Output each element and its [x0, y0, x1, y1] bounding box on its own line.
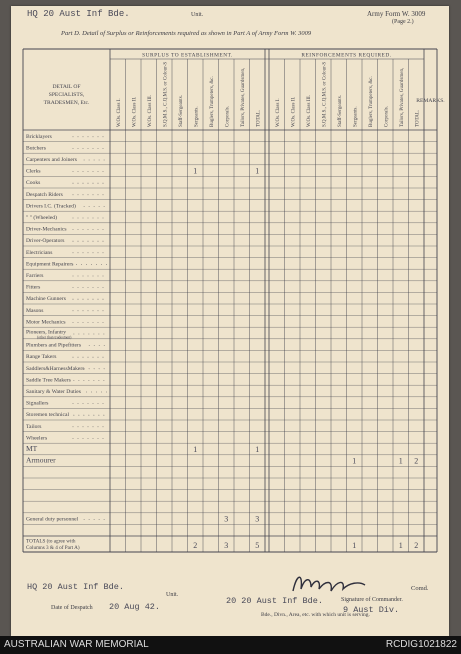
leader-dot: [99, 206, 100, 207]
leader-dot: [73, 322, 74, 323]
leader-dot: [98, 357, 99, 358]
reinforcement-column-head: TOTAL.: [415, 109, 421, 127]
leader-dot: [83, 148, 84, 149]
row-label: Pioneers, Infantry: [26, 329, 67, 336]
row-label: Electricians: [26, 249, 53, 256]
row-label: Motor Mechanics: [26, 319, 66, 326]
footer-unit-label: Unit.: [166, 592, 179, 598]
division-label: Bde., Divn., Area, etc. with which unit is serving.: [261, 612, 370, 618]
leader-dot: [93, 183, 94, 184]
leader-dot: [93, 148, 94, 149]
row-label: Sanitary & Water Duties: [26, 389, 81, 395]
leader-dot: [73, 310, 74, 311]
surplus-column-head: W.Os. Class III.: [147, 95, 153, 127]
leader-dot: [106, 392, 107, 393]
leader-dot: [73, 136, 74, 137]
leader-dot: [93, 194, 94, 195]
leader-dot: [78, 229, 79, 230]
leader-dot: [81, 264, 82, 265]
leader-dot: [103, 438, 104, 439]
leader-dot: [88, 403, 89, 404]
leader-dot: [83, 183, 84, 184]
leader-dot: [98, 241, 99, 242]
part-title: Part D. Detail of Surplus or Reinforcements required as shown in Part A of Army Form W. 3009: [61, 30, 312, 37]
leader-dot: [78, 357, 79, 358]
leader-dot: [73, 403, 74, 404]
leader-dot: [93, 252, 94, 253]
leader-dot: [98, 299, 99, 300]
leader-dot: [73, 229, 74, 230]
leader-dot: [78, 276, 79, 277]
leader-dot: [91, 392, 92, 393]
leader-dot: [99, 380, 100, 381]
remarks-header: REMARKS.: [416, 98, 445, 104]
leader-dot: [103, 276, 104, 277]
leader-dot: [103, 287, 104, 288]
leader-dot: [94, 160, 95, 161]
row-label: General duty personnel: [26, 516, 79, 523]
leader-dot: [88, 276, 89, 277]
leader-dot: [88, 241, 89, 242]
row-label: Masons: [26, 307, 44, 314]
leader-dot: [93, 229, 94, 230]
row-label: Bricklayers: [26, 133, 52, 140]
signature-label: Signature of Commander.: [341, 597, 403, 603]
row-label: Wheelers: [26, 435, 48, 442]
leader-dot: [78, 426, 79, 427]
leader-dot: [83, 357, 84, 358]
archive-id: RCDIG1021822: [385, 639, 457, 650]
leader-dot: [88, 322, 89, 323]
leader-dot: [98, 276, 99, 277]
row-label: Drivers I.C. (Tracked): [26, 203, 76, 210]
surplus-value: 1: [255, 166, 260, 176]
detail-header: SPECIALISTS,: [48, 92, 85, 98]
leader-dot: [103, 403, 104, 404]
leader-dot: [101, 264, 102, 265]
leader-dot: [78, 183, 79, 184]
leader-dot: [103, 310, 104, 311]
leader-dot: [98, 183, 99, 184]
totals-label: TOTALS (to agree with: [26, 538, 76, 545]
unit-label: Unit.: [191, 12, 204, 18]
surplus-column-head: W.Os. Class I.: [116, 98, 122, 127]
leader-dot: [73, 218, 74, 219]
leader-dot: [104, 519, 105, 520]
surplus-column-head: Sergeants.: [194, 106, 200, 127]
leader-dot: [88, 438, 89, 439]
leader-dot: [103, 229, 104, 230]
leader-dot: [104, 334, 105, 335]
leader-dot: [83, 136, 84, 137]
leader-dot: [103, 322, 104, 323]
leader-dot: [103, 171, 104, 172]
leader-dot: [83, 171, 84, 172]
surplus-column-head: W.Os. Class II.: [132, 96, 138, 127]
leader-dot: [94, 415, 95, 416]
row-label: Despatch Riders: [26, 191, 63, 198]
leader-dot: [79, 334, 80, 335]
leader-dot: [89, 380, 90, 381]
leader-dot: [98, 403, 99, 404]
leader-dot: [101, 392, 102, 393]
leader-dot: [98, 218, 99, 219]
row-label: Range Takers: [26, 354, 57, 361]
reinforcements-header: REINFORCEMENTS REQUIRED.: [301, 52, 392, 59]
row-label: Fitters: [26, 284, 41, 291]
leader-dot: [73, 183, 74, 184]
leader-dot: [93, 438, 94, 439]
leader-dot: [88, 310, 89, 311]
right-unit-typed: 20 20 Aust Inf Bde.: [226, 596, 323, 606]
leader-dot: [78, 299, 79, 300]
reinforcement-column-head: W.Os. Class II.: [291, 96, 297, 127]
leader-dot: [78, 403, 79, 404]
leader-dot: [104, 368, 105, 369]
leader-dot: [99, 160, 100, 161]
reinforcement-column-head: Tailors, Privates, Guardsmen,: [399, 67, 405, 127]
leader-dot: [84, 334, 85, 335]
leader-dot: [73, 148, 74, 149]
row-label: Storemen technical: [26, 412, 70, 419]
leader-dot: [94, 368, 95, 369]
surplus-value: 1: [255, 445, 260, 454]
leader-dot: [93, 322, 94, 323]
reinforcement-column-head: W.Os. Class III.: [306, 95, 312, 127]
leader-dot: [103, 426, 104, 427]
surplus-column-head: S.Q.M.S., C.Q.M.S. or Colour-S: [163, 61, 169, 127]
leader-dot: [88, 171, 89, 172]
leader-dot: [94, 345, 95, 346]
leader-dot: [83, 276, 84, 277]
surplus-total: 2: [193, 541, 198, 550]
leader-dot: [73, 171, 74, 172]
leader-dot: [89, 334, 90, 335]
leader-dot: [88, 148, 89, 149]
page-ref: (Page 2.): [392, 19, 414, 25]
row-label: Tailors: [26, 423, 42, 430]
leader-dot: [104, 206, 105, 207]
leader-dot: [74, 415, 75, 416]
leader-dot: [98, 229, 99, 230]
reinforcement-column-head: Sergeants.: [353, 106, 359, 127]
leader-dot: [89, 519, 90, 520]
leader-dot: [93, 426, 94, 427]
leader-dot: [78, 241, 79, 242]
leader-dot: [98, 252, 99, 253]
leader-dot: [103, 252, 104, 253]
leader-dot: [103, 241, 104, 242]
leader-dot: [73, 241, 74, 242]
leader-dot: [83, 322, 84, 323]
leader-dot: [78, 322, 79, 323]
leader-dot: [104, 415, 105, 416]
row-label: Driver-Operators: [26, 238, 65, 245]
surplus-column-head: Staff-Sergeants.: [178, 95, 184, 127]
surplus-total: 3: [224, 541, 229, 550]
leader-dot: [88, 357, 89, 358]
reinforcement-value: 2: [414, 456, 419, 466]
leader-dot: [93, 357, 94, 358]
leader-dot: [93, 276, 94, 277]
leader-dot: [98, 194, 99, 195]
commander-signature: [289, 571, 369, 597]
leader-dot: [103, 148, 104, 149]
leader-dot: [98, 310, 99, 311]
reinforcement-value: 1: [398, 456, 403, 466]
surplus-column-head: Buglers, Trumpeters, &c.: [209, 76, 215, 127]
leader-dot: [83, 252, 84, 253]
leader-dot: [104, 160, 105, 161]
row-label: Plumbers and Pipefitters: [26, 342, 81, 349]
leader-dot: [73, 194, 74, 195]
row-label: Carpenters and Joiners: [26, 157, 77, 163]
reinforcement-column-head: S.Q.M.S., C.Q.M.S. or Colour-S: [322, 61, 328, 127]
leader-dot: [93, 171, 94, 172]
leader-dot: [91, 264, 92, 265]
leader-dot: [94, 519, 95, 520]
leader-dot: [104, 345, 105, 346]
leader-dot: [93, 299, 94, 300]
leader-dot: [89, 206, 90, 207]
leader-dot: [99, 345, 100, 346]
leader-dot: [84, 415, 85, 416]
leader-dot: [94, 334, 95, 335]
surplus-value: 1: [193, 445, 198, 454]
leader-dot: [93, 136, 94, 137]
row-label: Butchers: [26, 145, 46, 152]
totals-label-cont: Columns 3 & 4 of Part A): [26, 545, 80, 551]
reinforcement-column-head: Buglers, Trumpeters, &c.: [368, 76, 374, 127]
leader-dot: [73, 426, 74, 427]
form-table: [11, 6, 449, 606]
leader-dot: [83, 310, 84, 311]
leader-dot: [84, 206, 85, 207]
leader-dot: [78, 194, 79, 195]
leader-dot: [78, 148, 79, 149]
leader-dot: [104, 380, 105, 381]
reinforcement-total: 1: [352, 541, 357, 550]
leader-dot: [73, 276, 74, 277]
leader-dot: [99, 368, 100, 369]
leader-dot: [89, 415, 90, 416]
leader-dot: [88, 136, 89, 137]
form-page: [11, 6, 449, 636]
row-label: " " (Wheeled): [26, 215, 57, 221]
surplus-total: 5: [255, 541, 260, 550]
leader-dot: [78, 171, 79, 172]
leader-dot: [93, 310, 94, 311]
leader-dot: [88, 299, 89, 300]
leader-dot: [103, 194, 104, 195]
comd-label: Comd.: [411, 585, 429, 592]
row-label: Machine Gunners: [26, 296, 66, 303]
leader-dot: [103, 136, 104, 137]
leader-dot: [83, 241, 84, 242]
row-label: Farriers: [26, 273, 44, 279]
row-label: Cooks: [26, 180, 41, 187]
leader-dot: [84, 368, 85, 369]
leader-dot: [98, 438, 99, 439]
leader-dot: [78, 438, 79, 439]
form-ref: Army Form W. 3009: [367, 10, 426, 18]
leader-dot: [89, 345, 90, 346]
leader-dot: [98, 322, 99, 323]
leader-dot: [99, 415, 100, 416]
footer-unit-typed: HQ 20 Aust Inf Bde.: [27, 582, 124, 592]
leader-dot: [86, 392, 87, 393]
leader-dot: [93, 403, 94, 404]
reinforcement-column-head: Corporals.: [384, 106, 390, 127]
leader-dot: [79, 415, 80, 416]
typed-row-label: Armourer: [26, 455, 56, 465]
reinforcement-value: 1: [352, 456, 357, 466]
leader-dot: [73, 299, 74, 300]
leader-dot: [73, 252, 74, 253]
leader-dot: [88, 426, 89, 427]
leader-dot: [93, 241, 94, 242]
archive-name: AUSTRALIAN WAR MEMORIAL: [4, 639, 149, 650]
leader-dot: [83, 403, 84, 404]
surplus-column-head: Corporals.: [225, 106, 231, 127]
leader-dot: [86, 264, 87, 265]
leader-dot: [98, 426, 99, 427]
leader-dot: [94, 206, 95, 207]
leader-dot: [103, 183, 104, 184]
leader-dot: [73, 287, 74, 288]
leader-dot: [89, 160, 90, 161]
archive-bar: [0, 636, 461, 654]
leader-dot: [88, 229, 89, 230]
detail-header: DETAIL OF: [52, 84, 81, 90]
unit-typed: HQ 20 Aust Inf Bde.: [27, 9, 130, 19]
leader-dot: [88, 287, 89, 288]
row-label: Saddle Tree Makers: [26, 377, 71, 384]
reinforcement-column-head: Staff-Sergeants.: [337, 95, 343, 127]
leader-dot: [74, 334, 75, 335]
leader-dot: [98, 171, 99, 172]
leader-dot: [89, 368, 90, 369]
leader-dot: [94, 380, 95, 381]
leader-dot: [99, 519, 100, 520]
surplus-value: 3: [224, 514, 229, 524]
leader-dot: [84, 519, 85, 520]
row-label: Clerks: [26, 168, 41, 175]
leader-dot: [96, 264, 97, 265]
despatch-label: Date of Despatch: [51, 605, 93, 611]
leader-dot: [78, 287, 79, 288]
leader-dot: [98, 148, 99, 149]
leader-dot: [88, 252, 89, 253]
leader-dot: [83, 438, 84, 439]
row-label: Signallers: [26, 400, 49, 407]
reinforcement-total: 2: [414, 541, 419, 550]
despatch-date: 20 Aug 42.: [109, 602, 161, 612]
detail-header: TRADESMEN, Etc.: [43, 100, 90, 106]
leader-dot: [103, 218, 104, 219]
leader-dot: [83, 426, 84, 427]
leader-dot: [78, 252, 79, 253]
surplus-value: 1: [193, 166, 198, 176]
surplus-header: SURPLUS TO ESTABLISHMENT.: [142, 52, 233, 59]
surplus-column-head: Tailors, Privates, Guardsmen,: [240, 67, 246, 127]
division-typed: 9 Aust Div.: [343, 605, 400, 615]
leader-dot: [78, 310, 79, 311]
leader-dot: [73, 438, 74, 439]
leader-dot: [88, 183, 89, 184]
leader-dot: [96, 392, 97, 393]
leader-dot: [73, 357, 74, 358]
leader-dot: [78, 218, 79, 219]
leader-dot: [83, 287, 84, 288]
typed-row-label: MT: [26, 444, 38, 453]
reinforcement-column-head: W.Os. Class I.: [275, 98, 281, 127]
leader-dot: [98, 136, 99, 137]
leader-dot: [83, 229, 84, 230]
leader-dot: [88, 218, 89, 219]
leader-dot: [83, 194, 84, 195]
leader-dot: [76, 264, 77, 265]
reinforcement-total: 1: [398, 541, 403, 550]
leader-dot: [93, 218, 94, 219]
surplus-column-head: TOTAL.: [256, 109, 262, 127]
leader-dot: [79, 380, 80, 381]
leader-dot: [98, 287, 99, 288]
row-sublabel: (other than tradesmen): [37, 335, 72, 340]
leader-dot: [99, 334, 100, 335]
leader-dot: [83, 218, 84, 219]
row-label: Driver-Mechanics: [26, 226, 67, 233]
row-label: Saddlers&HarnessMakers: [26, 365, 85, 372]
leader-dot: [84, 380, 85, 381]
leader-dot: [106, 264, 107, 265]
leader-dot: [78, 136, 79, 137]
leader-dot: [93, 287, 94, 288]
row-label: Equipment Repairers: [26, 261, 74, 268]
leader-dot: [74, 380, 75, 381]
leader-dot: [103, 299, 104, 300]
leader-dot: [88, 194, 89, 195]
surplus-value: 3: [255, 514, 260, 524]
leader-dot: [83, 299, 84, 300]
leader-dot: [84, 160, 85, 161]
leader-dot: [103, 357, 104, 358]
